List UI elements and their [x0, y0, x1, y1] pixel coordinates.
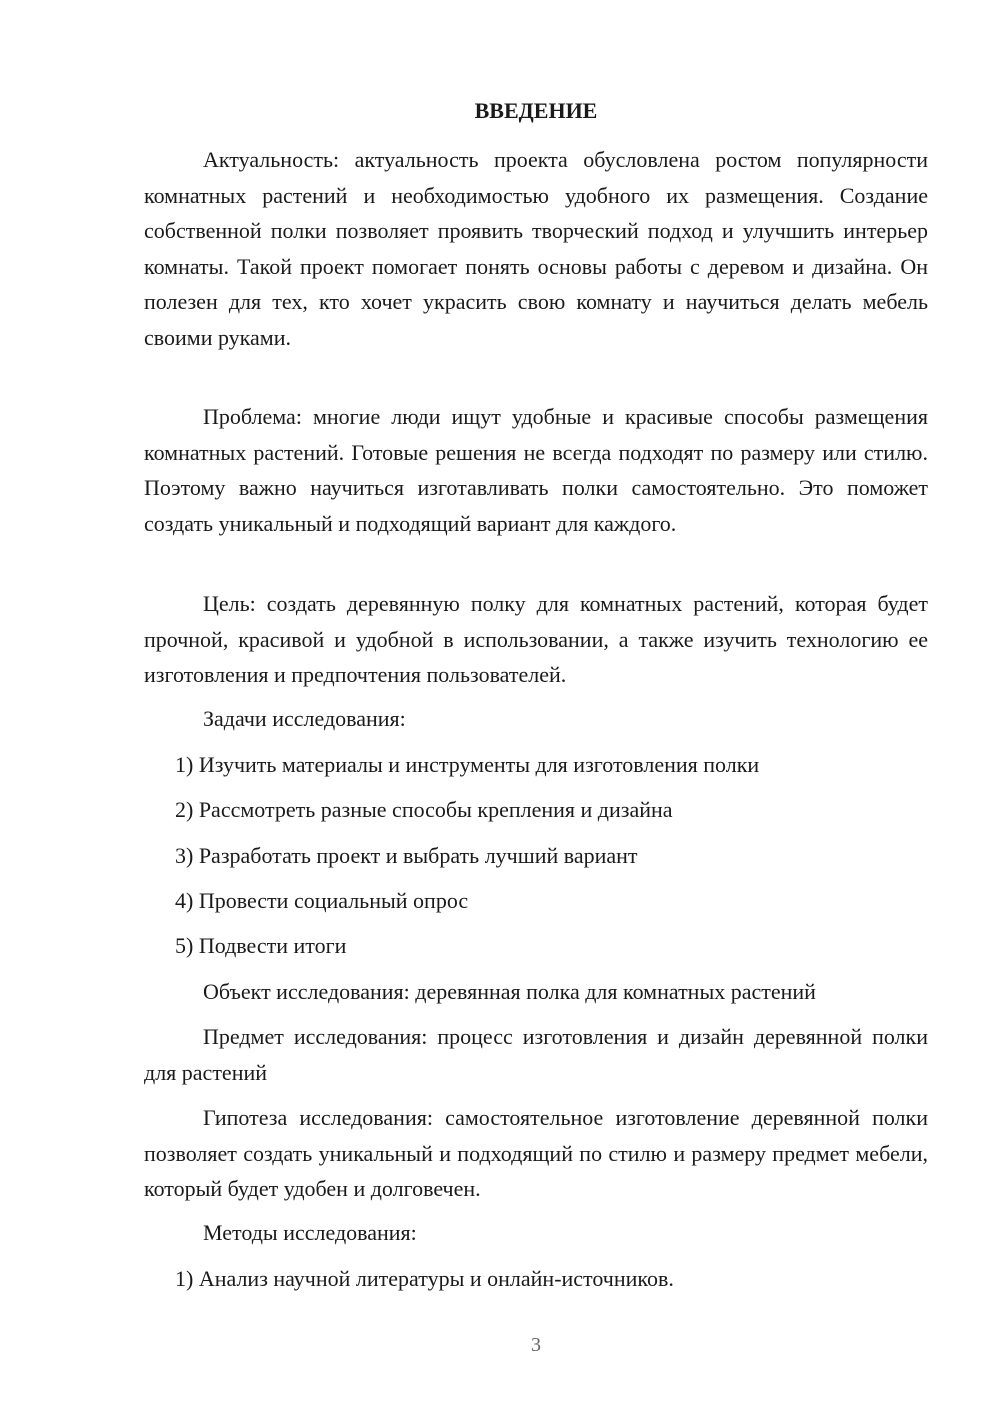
- methods-title: Методы исследования:: [203, 1220, 417, 1245]
- problem-paragraph: Проблема: многие люди ищут удобные и красивые способы размещения комнатных растений. Готовые решения не всегда подходят по размеру или стилю. Поэтому важно научиться изготавливать полки самостоятельно. Это поможет создать уникальный и подходящий вариант для каждого.: [144, 404, 928, 536]
- task-item: 3) Разработать проект и выбрать лучший вариант: [175, 843, 638, 868]
- object-paragraph: Объект исследования: деревянная полка для комнатных растений: [203, 979, 816, 1004]
- method-item: 1) Анализ научной литературы и онлайн-источников.: [175, 1266, 674, 1291]
- task-item: 2) Рассмотреть разные способы крепления и дизайна: [175, 797, 673, 822]
- subject-paragraph: Предмет исследования: процесс изготовления и дизайн деревянной полки для растений: [144, 1024, 928, 1085]
- task-item: 1) Изучить материалы и инструменты для изготовления полки: [175, 752, 760, 777]
- tasks-title: Задачи исследования:: [203, 706, 406, 731]
- task-item: 5) Подвести итоги: [175, 933, 347, 958]
- goal-paragraph: Цель: создать деревянную полку для комнатных растений, которая будет прочной, красивой и удобной в использовании, а также изучить технологию ее изготовления и предпочтения пользователей.: [144, 591, 928, 687]
- page-number: 3: [531, 1334, 541, 1356]
- hypothesis-paragraph: Гипотеза исследования: самостоятельное изготовление деревянной полки позволяет создать уникальный и подходящий по стилю и размеру предмет мебели, который будет удобен и долговечен.: [144, 1105, 928, 1201]
- section-heading: ВВЕДЕНИЕ: [474, 98, 598, 123]
- relevance-paragraph: Актуальность: актуальность проекта обусловлена ростом популярности комнатных растений и необходимостью удобного их размещения. Создание собственной полки позволяет проявить творческий подход и улучшить интерьер комнаты. Такой проект помогает понять основы работы с деревом и дизайна. Он полезен для тех, кто хочет украсить свою комнату и научиться делать мебель своими руками.: [144, 147, 928, 350]
- task-item: 4) Провести социальный опрос: [175, 888, 469, 913]
